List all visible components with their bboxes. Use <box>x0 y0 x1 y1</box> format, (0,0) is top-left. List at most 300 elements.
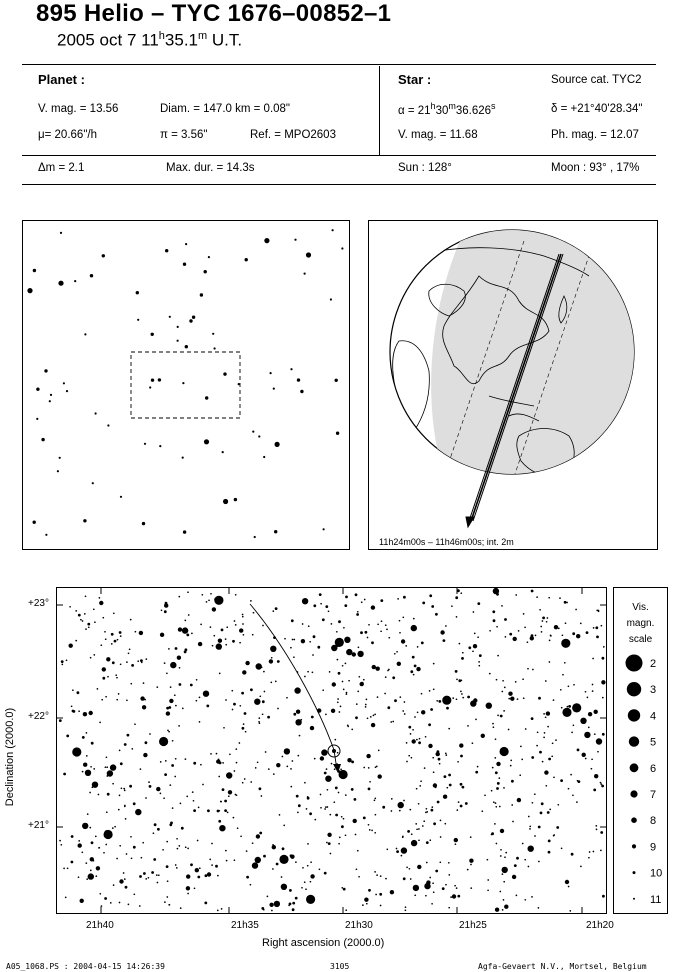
scale-dot <box>633 898 635 900</box>
field-star <box>85 595 87 597</box>
finder-star <box>169 316 171 318</box>
finder-star <box>159 445 161 447</box>
field-star <box>549 809 551 811</box>
field-star <box>255 857 261 863</box>
field-star <box>176 838 178 840</box>
field-star <box>601 785 604 788</box>
finder-star <box>182 457 184 459</box>
field-star <box>562 708 571 717</box>
field-star <box>343 818 345 820</box>
field-star <box>102 677 105 680</box>
field-star <box>493 801 495 803</box>
field-star <box>401 847 407 853</box>
field-star <box>308 625 310 627</box>
field-star <box>82 771 84 773</box>
field-star <box>498 777 500 779</box>
field-star <box>504 905 508 909</box>
field-star <box>72 689 74 691</box>
field-star <box>445 884 447 886</box>
field-star <box>140 659 143 662</box>
field-star <box>289 889 292 892</box>
scale-dot <box>630 790 637 797</box>
finder-star <box>60 232 62 234</box>
field-star <box>252 862 258 868</box>
field-star <box>105 638 107 640</box>
ra-tick-label: 21h25 <box>459 920 487 931</box>
field-star <box>130 619 132 621</box>
field-star <box>367 637 369 639</box>
field-star <box>416 667 420 671</box>
page-title: 895 Helio – TYC 1676–00852–1 <box>36 0 392 27</box>
field-star <box>229 753 231 755</box>
field-star <box>103 852 105 854</box>
field-star <box>135 631 137 633</box>
field-star <box>486 703 492 709</box>
scale-dot <box>632 844 636 848</box>
field-star <box>281 876 283 878</box>
field-star <box>65 897 67 899</box>
footer-file-info: A05_1068.PS : 2004-04-15 14:26:39 <box>6 962 165 971</box>
field-star <box>551 755 553 757</box>
field-star <box>351 788 354 791</box>
field-star <box>417 865 421 869</box>
finder-star <box>45 534 47 536</box>
field-star <box>518 630 520 632</box>
field-star <box>102 667 106 671</box>
field-star <box>210 626 212 628</box>
field-star <box>405 645 407 647</box>
field-star <box>93 608 95 610</box>
field-star <box>409 868 411 870</box>
field-star <box>430 708 433 711</box>
field-star <box>324 808 326 810</box>
field-star <box>192 791 194 793</box>
field-star <box>254 699 260 705</box>
field-star <box>259 695 261 697</box>
field-star <box>417 646 419 648</box>
field-star <box>330 853 332 855</box>
field-star <box>212 607 216 611</box>
field-star <box>69 644 73 648</box>
field-star <box>272 845 276 849</box>
field-star <box>363 679 365 681</box>
field-star <box>568 886 570 888</box>
field-star <box>496 787 499 790</box>
field-star <box>556 826 559 829</box>
field-star <box>301 639 305 643</box>
field-star <box>592 658 594 660</box>
field-star <box>509 633 512 636</box>
field-star <box>585 691 587 693</box>
field-star <box>170 662 176 668</box>
field-star <box>187 848 189 850</box>
field-star <box>358 646 360 648</box>
field-star <box>218 820 221 823</box>
field-star <box>193 762 196 765</box>
field-star <box>306 895 315 904</box>
field-star <box>223 727 225 729</box>
field-star <box>156 787 160 791</box>
field-star <box>94 621 96 623</box>
field-star <box>379 893 382 896</box>
field-star <box>433 688 435 690</box>
field-star <box>140 768 142 770</box>
field-star <box>143 872 146 875</box>
field-star <box>185 846 187 848</box>
finder-star <box>332 229 334 231</box>
field-star <box>164 901 166 903</box>
field-star <box>527 641 529 643</box>
event-time: 2005 oct 7 11$^h$35.1$^m$ U.T. <box>57 30 243 50</box>
field-star <box>172 740 174 742</box>
field-star <box>325 714 327 716</box>
field-star <box>397 662 401 666</box>
field-star <box>113 612 115 614</box>
field-star <box>61 664 63 666</box>
finder-star <box>49 400 51 402</box>
field-star <box>129 648 131 650</box>
field-star <box>123 872 125 874</box>
field-star <box>414 665 417 668</box>
field-star <box>250 600 252 602</box>
field-star <box>591 768 593 770</box>
field-star <box>299 735 301 737</box>
field-star <box>123 788 125 790</box>
field-star <box>333 801 335 803</box>
scale-magnitude-label: 8 <box>650 815 657 828</box>
field-star <box>419 785 421 787</box>
field-star <box>217 875 219 877</box>
field-star <box>167 730 169 732</box>
field-star <box>206 601 208 603</box>
field-star <box>549 640 551 642</box>
finder-star <box>74 280 76 282</box>
field-star <box>564 662 566 664</box>
finder-star <box>212 333 214 335</box>
field-star <box>374 714 376 716</box>
field-star <box>403 596 406 599</box>
field-star <box>235 624 237 626</box>
finder-star <box>158 378 161 381</box>
finder-star <box>58 281 63 286</box>
field-star <box>244 778 246 780</box>
field-star <box>74 749 76 751</box>
field-star <box>368 788 371 791</box>
field-star <box>215 865 218 868</box>
field-star <box>548 851 551 854</box>
field-star <box>240 835 242 837</box>
field-star <box>163 797 165 799</box>
field-star <box>78 710 80 712</box>
field-star <box>217 910 219 912</box>
field-star <box>508 692 512 696</box>
field-star <box>339 770 348 779</box>
field-star <box>166 711 170 715</box>
field-star <box>594 710 598 714</box>
field-star <box>424 767 426 769</box>
field-star <box>479 654 482 657</box>
field-star <box>312 671 314 673</box>
field-star <box>221 629 224 632</box>
field-star <box>448 728 450 730</box>
field-star <box>106 756 108 758</box>
field-star <box>580 866 582 868</box>
field-star <box>319 868 321 870</box>
field-star <box>72 710 75 713</box>
finder-star <box>142 522 145 525</box>
field-star <box>461 693 463 695</box>
field-star <box>271 657 273 659</box>
scale-dot <box>627 682 641 696</box>
field-star <box>341 825 344 828</box>
field-star <box>59 719 62 722</box>
field-star <box>557 804 559 806</box>
field-star <box>394 699 397 702</box>
field-star <box>307 865 309 867</box>
field-star <box>472 742 474 744</box>
field-star <box>390 890 394 894</box>
field-star <box>290 768 292 770</box>
field-star <box>61 660 64 663</box>
field-star <box>375 814 377 816</box>
field-star <box>376 874 378 876</box>
field-star <box>187 893 189 895</box>
field-star <box>487 859 489 861</box>
field-star <box>331 763 333 765</box>
field-star <box>357 850 359 852</box>
field-star <box>539 751 542 754</box>
field-star <box>440 630 444 634</box>
night-hemisphere <box>431 221 657 521</box>
field-star <box>355 716 358 719</box>
field-star <box>250 688 253 691</box>
field-star <box>602 657 605 660</box>
field-star <box>567 706 569 708</box>
field-star <box>545 785 547 787</box>
dec-tick-label: +21° <box>28 820 49 831</box>
field-star <box>327 789 329 791</box>
field-star <box>125 886 128 889</box>
field-star <box>538 907 540 909</box>
field-star <box>555 739 557 741</box>
field-star <box>102 617 104 619</box>
field-star <box>431 806 433 808</box>
field-star <box>602 697 604 699</box>
field-star <box>451 605 453 607</box>
field-star <box>199 721 201 723</box>
field-star <box>175 705 177 707</box>
sun-elongation: Sun : 128° <box>398 162 452 174</box>
field-star <box>176 867 178 869</box>
field-star <box>110 764 116 770</box>
field-star <box>153 858 156 861</box>
field-star <box>187 591 189 593</box>
field-star <box>97 688 99 690</box>
field-star <box>366 754 370 758</box>
field-star <box>561 639 570 648</box>
field-star <box>290 854 293 857</box>
field-star <box>168 648 170 650</box>
header-bottom-rule <box>22 184 656 185</box>
scale-dot <box>630 763 639 772</box>
field-star <box>560 779 563 782</box>
field-star <box>600 783 602 785</box>
field-star <box>313 604 316 607</box>
field-star <box>541 802 544 805</box>
field-star <box>442 887 445 890</box>
earth-globe-chart <box>369 221 657 549</box>
field-star <box>87 813 89 815</box>
field-star <box>168 731 170 733</box>
field-star <box>66 659 68 661</box>
field-star <box>88 873 94 879</box>
field-star <box>481 810 483 812</box>
field-star <box>337 698 339 700</box>
field-star <box>117 639 119 641</box>
field-star <box>562 674 564 676</box>
field-star <box>106 657 110 661</box>
star-header: Star : <box>398 72 432 87</box>
field-star <box>211 864 213 866</box>
scale-dot <box>629 736 639 746</box>
field-star <box>432 757 434 759</box>
field-star <box>411 625 417 631</box>
field-star <box>277 660 280 663</box>
field-star <box>345 909 347 911</box>
field-star <box>228 795 230 797</box>
field-star <box>169 699 173 703</box>
finder-field-chart <box>23 221 349 549</box>
field-star <box>207 872 211 876</box>
field-star <box>487 879 489 881</box>
field-star <box>341 816 343 818</box>
field-star <box>85 628 87 630</box>
field-star <box>381 620 383 622</box>
finder-star <box>136 291 139 294</box>
field-star <box>587 697 589 699</box>
field-star <box>296 710 300 714</box>
field-star <box>95 875 97 877</box>
field-star <box>78 876 80 878</box>
field-star <box>577 749 580 752</box>
field-star <box>433 891 435 893</box>
field-star <box>172 807 174 809</box>
field-star <box>72 747 81 756</box>
field-star <box>335 814 338 817</box>
field-star <box>319 593 322 596</box>
field-star <box>456 616 458 618</box>
field-star <box>297 812 299 814</box>
planet-vmag: V. mag. = 13.56 <box>38 103 119 115</box>
scale-magnitude-label: 5 <box>650 736 657 749</box>
field-star <box>60 844 62 846</box>
field-star <box>495 806 497 808</box>
field-star <box>442 696 451 705</box>
field-star <box>572 703 581 712</box>
field-star <box>356 703 358 705</box>
field-star <box>406 866 408 868</box>
field-star <box>361 601 363 603</box>
star-source-catalog: Source cat. TYC2 <box>551 74 642 86</box>
field-star <box>78 840 80 842</box>
field-star <box>324 772 327 775</box>
field-star <box>310 726 314 730</box>
field-star <box>197 876 200 879</box>
field-star <box>81 851 83 853</box>
field-star <box>118 809 120 811</box>
field-star <box>503 710 505 712</box>
field-star <box>539 609 541 611</box>
field-star <box>410 733 412 735</box>
field-star <box>575 609 577 611</box>
finder-star <box>270 372 272 374</box>
finder-star <box>36 388 39 391</box>
asteroid-track <box>250 604 337 770</box>
finder-star <box>341 247 343 249</box>
field-star <box>166 841 168 843</box>
field-star <box>511 780 514 783</box>
field-star <box>426 808 428 810</box>
field-star <box>547 811 550 814</box>
field-star <box>540 626 542 628</box>
field-star <box>114 826 116 828</box>
field-star <box>426 880 430 884</box>
field-star <box>492 767 494 769</box>
field-star <box>418 828 420 830</box>
field-star <box>570 774 572 776</box>
finder-star <box>137 319 139 321</box>
field-star <box>431 809 434 812</box>
planet-reference: Ref. = MPO2603 <box>250 129 336 141</box>
field-star <box>470 836 472 838</box>
field-star <box>190 684 193 687</box>
field-star <box>89 792 91 794</box>
field-star <box>242 727 245 730</box>
field-star <box>86 878 88 880</box>
field-star <box>288 905 290 907</box>
finder-star <box>192 316 195 319</box>
field-star <box>292 760 294 762</box>
field-star <box>314 758 316 760</box>
dec-tick-label: +22° <box>28 711 49 722</box>
field-star <box>178 596 180 598</box>
finder-star <box>149 386 151 388</box>
field-star <box>140 696 144 700</box>
field-star <box>263 671 265 673</box>
finder-star <box>44 369 47 372</box>
field-star <box>536 596 538 598</box>
field-star <box>284 638 286 640</box>
field-star <box>425 736 427 738</box>
field-star <box>334 739 336 741</box>
field-star <box>239 628 243 632</box>
finder-star <box>234 498 237 501</box>
field-star <box>418 803 420 805</box>
field-star <box>402 616 404 618</box>
finder-star <box>83 519 86 522</box>
field-star <box>388 637 390 639</box>
field-star <box>157 828 160 831</box>
field-star <box>236 762 238 764</box>
field-star <box>545 680 547 682</box>
field-star <box>600 831 603 834</box>
field-star <box>208 599 210 601</box>
field-star <box>174 694 176 696</box>
field-star <box>504 618 507 621</box>
field-star <box>568 705 571 708</box>
field-star <box>501 691 503 693</box>
field-star <box>259 832 262 835</box>
